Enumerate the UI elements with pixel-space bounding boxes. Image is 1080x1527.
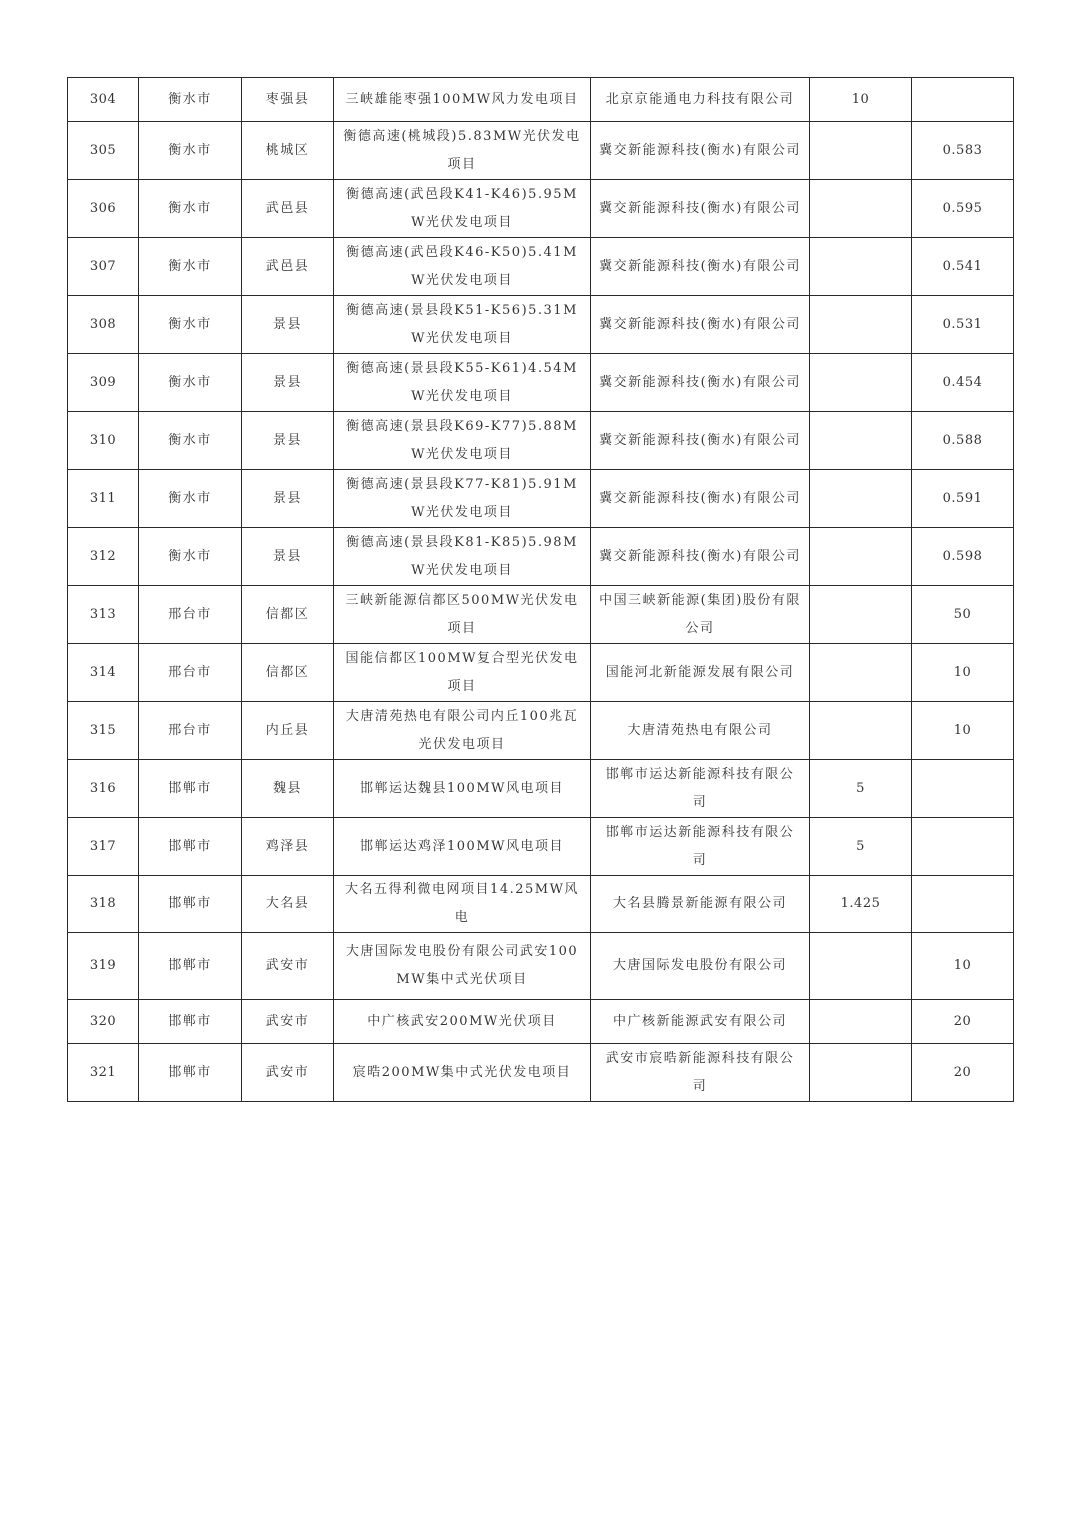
city-cell: 衡水市	[139, 78, 242, 122]
table-row	[68, 180, 1014, 238]
project-name-cell: 大名五得利微电网项目14.25MW风电	[334, 876, 591, 933]
county-cell: 武邑县	[242, 238, 334, 296]
city-cell: 邯郸市	[139, 876, 242, 933]
city-cell: 邯郸市	[139, 1000, 242, 1044]
table-row	[68, 470, 1014, 528]
company-cell: 大唐清苑热电有限公司	[591, 702, 810, 760]
project-name-cell: 大唐国际发电股份有限公司武安100MW集中式光伏项目	[334, 933, 591, 1000]
wind-capacity-cell	[810, 586, 912, 644]
row-number: 313	[68, 586, 139, 644]
company-cell: 冀交新能源科技(衡水)有限公司	[591, 354, 810, 412]
wind-capacity-cell	[810, 1044, 912, 1102]
table-row	[68, 528, 1014, 586]
county-cell: 景县	[242, 412, 334, 470]
county-cell: 枣强县	[242, 78, 334, 122]
row-number: 316	[68, 760, 139, 818]
pv-capacity-cell: 20	[912, 1044, 1014, 1102]
project-name-cell: 大唐清苑热电有限公司内丘100兆瓦光伏发电项目	[334, 702, 591, 760]
table-row	[68, 1000, 1014, 1044]
project-name-cell: 三峡雄能枣强100MW风力发电项目	[334, 78, 591, 122]
county-cell: 武邑县	[242, 180, 334, 238]
wind-capacity-cell	[810, 1000, 912, 1044]
row-number: 305	[68, 122, 139, 180]
wind-capacity-cell	[810, 296, 912, 354]
wind-capacity-cell	[810, 702, 912, 760]
company-cell: 中国三峡新能源(集团)股份有限公司	[591, 586, 810, 644]
city-cell: 衡水市	[139, 528, 242, 586]
pv-capacity-cell	[912, 818, 1014, 876]
company-cell: 中广核新能源武安有限公司	[591, 1000, 810, 1044]
pv-capacity-cell: 0.541	[912, 238, 1014, 296]
wind-capacity-cell: 1.425	[810, 876, 912, 933]
city-cell: 邯郸市	[139, 818, 242, 876]
project-name-cell: 邯郸运达鸡泽100MW风电项目	[334, 818, 591, 876]
pv-capacity-cell: 0.583	[912, 122, 1014, 180]
row-number: 317	[68, 818, 139, 876]
pv-capacity-cell: 10	[912, 644, 1014, 702]
company-cell: 北京京能通电力科技有限公司	[591, 78, 810, 122]
county-cell: 景县	[242, 296, 334, 354]
row-number: 306	[68, 180, 139, 238]
county-cell: 信都区	[242, 586, 334, 644]
company-cell: 冀交新能源科技(衡水)有限公司	[591, 528, 810, 586]
pv-capacity-cell: 0.588	[912, 412, 1014, 470]
pv-capacity-cell: 0.598	[912, 528, 1014, 586]
city-cell: 衡水市	[139, 412, 242, 470]
pv-capacity-cell: 10	[912, 933, 1014, 1000]
table-row	[68, 644, 1014, 702]
county-cell: 景县	[242, 470, 334, 528]
row-number: 318	[68, 876, 139, 933]
pv-capacity-cell	[912, 876, 1014, 933]
city-cell: 邯郸市	[139, 933, 242, 1000]
city-cell: 邢台市	[139, 702, 242, 760]
table-row	[68, 818, 1014, 876]
city-cell: 邯郸市	[139, 760, 242, 818]
project-name-cell: 衡德高速(武邑段K41-K46)5.95MW光伏发电项目	[334, 180, 591, 238]
company-cell: 冀交新能源科技(衡水)有限公司	[591, 296, 810, 354]
row-number: 315	[68, 702, 139, 760]
pv-capacity-cell: 50	[912, 586, 1014, 644]
row-number: 308	[68, 296, 139, 354]
county-cell: 景县	[242, 528, 334, 586]
table-row	[68, 933, 1014, 1000]
row-number: 314	[68, 644, 139, 702]
project-name-cell: 衡德高速(景县段K51-K56)5.31MW光伏发电项目	[334, 296, 591, 354]
row-number: 304	[68, 78, 139, 122]
county-cell: 内丘县	[242, 702, 334, 760]
city-cell: 邢台市	[139, 644, 242, 702]
project-name-cell: 中广核武安200MW光伏项目	[334, 1000, 591, 1044]
pv-capacity-cell	[912, 760, 1014, 818]
wind-capacity-cell	[810, 644, 912, 702]
company-cell: 大名县腾景新能源有限公司	[591, 876, 810, 933]
project-name-cell: 宸晧200MW集中式光伏发电项目	[334, 1044, 591, 1102]
city-cell: 衡水市	[139, 238, 242, 296]
city-cell: 衡水市	[139, 296, 242, 354]
wind-capacity-cell: 5	[810, 760, 912, 818]
project-name-cell: 衡德高速(景县段K69-K77)5.88MW光伏发电项目	[334, 412, 591, 470]
pv-capacity-cell: 0.591	[912, 470, 1014, 528]
project-name-cell: 三峡新能源信都区500MW光伏发电项目	[334, 586, 591, 644]
pv-capacity-cell: 20	[912, 1000, 1014, 1044]
pv-capacity-cell: 0.454	[912, 354, 1014, 412]
wind-capacity-cell	[810, 354, 912, 412]
project-name-cell: 衡德高速(武邑段K46-K50)5.41MW光伏发电项目	[334, 238, 591, 296]
table-row	[68, 876, 1014, 933]
wind-capacity-cell: 5	[810, 818, 912, 876]
row-number: 320	[68, 1000, 139, 1044]
wind-capacity-cell	[810, 412, 912, 470]
company-cell: 冀交新能源科技(衡水)有限公司	[591, 122, 810, 180]
row-number: 310	[68, 412, 139, 470]
wind-capacity-cell	[810, 180, 912, 238]
project-table	[67, 77, 1014, 1102]
city-cell: 衡水市	[139, 470, 242, 528]
company-cell: 武安市宸晧新能源科技有限公司	[591, 1044, 810, 1102]
county-cell: 景县	[242, 354, 334, 412]
county-cell: 大名县	[242, 876, 334, 933]
project-name-cell: 衡德高速(桃城段)5.83MW光伏发电项目	[334, 122, 591, 180]
project-name-cell: 国能信都区100MW复合型光伏发电项目	[334, 644, 591, 702]
project-name-cell: 衡德高速(景县段K55-K61)4.54MW光伏发电项目	[334, 354, 591, 412]
row-number: 309	[68, 354, 139, 412]
county-cell: 桃城区	[242, 122, 334, 180]
county-cell: 武安市	[242, 1000, 334, 1044]
project-name-cell: 衡德高速(景县段K81-K85)5.98MW光伏发电项目	[334, 528, 591, 586]
table-row	[68, 296, 1014, 354]
company-cell: 冀交新能源科技(衡水)有限公司	[591, 470, 810, 528]
city-cell: 邢台市	[139, 586, 242, 644]
county-cell: 武安市	[242, 1044, 334, 1102]
table-row	[68, 122, 1014, 180]
wind-capacity-cell	[810, 238, 912, 296]
pv-capacity-cell: 10	[912, 702, 1014, 760]
wind-capacity-cell	[810, 528, 912, 586]
row-number: 311	[68, 470, 139, 528]
county-cell: 信都区	[242, 644, 334, 702]
project-name-cell: 衡德高速(景县段K77-K81)5.91MW光伏发电项目	[334, 470, 591, 528]
table-row	[68, 702, 1014, 760]
row-number: 319	[68, 933, 139, 1000]
table-row	[68, 1044, 1014, 1102]
table-row	[68, 238, 1014, 296]
pv-capacity-cell: 0.595	[912, 180, 1014, 238]
company-cell: 冀交新能源科技(衡水)有限公司	[591, 238, 810, 296]
wind-capacity-cell	[810, 122, 912, 180]
row-number: 312	[68, 528, 139, 586]
company-cell: 大唐国际发电股份有限公司	[591, 933, 810, 1000]
company-cell: 冀交新能源科技(衡水)有限公司	[591, 180, 810, 238]
table-row	[68, 760, 1014, 818]
project-name-cell: 邯郸运达魏县100MW风电项目	[334, 760, 591, 818]
county-cell: 魏县	[242, 760, 334, 818]
table-row	[68, 78, 1014, 122]
row-number: 307	[68, 238, 139, 296]
wind-capacity-cell: 10	[810, 78, 912, 122]
company-cell: 国能河北新能源发展有限公司	[591, 644, 810, 702]
row-number: 321	[68, 1044, 139, 1102]
wind-capacity-cell	[810, 933, 912, 1000]
city-cell: 邯郸市	[139, 1044, 242, 1102]
county-cell: 武安市	[242, 933, 334, 1000]
company-cell: 邯郸市运达新能源科技有限公司	[591, 760, 810, 818]
city-cell: 衡水市	[139, 180, 242, 238]
company-cell: 冀交新能源科技(衡水)有限公司	[591, 412, 810, 470]
table-row	[68, 412, 1014, 470]
table-row	[68, 586, 1014, 644]
city-cell: 衡水市	[139, 354, 242, 412]
pv-capacity-cell	[912, 78, 1014, 122]
city-cell: 衡水市	[139, 122, 242, 180]
wind-capacity-cell	[810, 470, 912, 528]
company-cell: 邯郸市运达新能源科技有限公司	[591, 818, 810, 876]
county-cell: 鸡泽县	[242, 818, 334, 876]
table-row	[68, 354, 1014, 412]
pv-capacity-cell: 0.531	[912, 296, 1014, 354]
